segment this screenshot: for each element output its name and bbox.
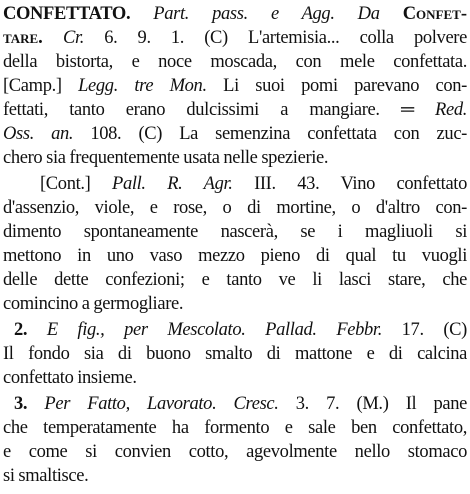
- bracket-tag: [Camp.]: [3, 76, 62, 96]
- quotation-text: delle dette confezioni; e tanto ve li lasci stare, che: [3, 270, 467, 290]
- quotation-text: chero sia frequentemente usata nelle spezierie.: [3, 148, 329, 168]
- source-citation: Legg. tre Mon.: [78, 76, 207, 96]
- sense-number: 3.: [14, 394, 28, 414]
- definition-label: Part. pass. e Agg. Da: [153, 4, 380, 24]
- source-citation: Cr.: [62, 28, 85, 48]
- entry-line: [40, 171, 467, 197]
- entry-line: [3, 463, 467, 489]
- source-citation: Red.: [435, 100, 467, 120]
- entry-line: [3, 219, 467, 245]
- entry-line: [3, 145, 467, 171]
- quotation-text: dimento spontaneamente nascerà, se i magliuoli si: [3, 222, 467, 242]
- quotation-text: 6. 9. 1. (C) L'artemisia... colla polvere: [104, 28, 467, 48]
- quotation-text: 108. (C) La semenzina confettata con zuc-: [90, 124, 467, 144]
- cross-reference: Confet-: [402, 4, 467, 24]
- quotation-text: 17. (C): [401, 320, 467, 340]
- entry-line: [3, 49, 467, 75]
- quotation-text: comincino a germogliare.: [3, 294, 184, 314]
- quotation-text: fettati, tanto erano dulcissimi a mangiare. ═: [3, 100, 414, 120]
- entry-line: [3, 365, 467, 391]
- cross-reference: tare.: [3, 28, 43, 48]
- entry-line: [3, 25, 467, 51]
- entry-line: [3, 97, 467, 123]
- quotation-text: si smaltisce.: [3, 466, 89, 486]
- quotation-text: Il fondo sia di buono smalto di mattone e di calcina: [3, 344, 467, 364]
- source-citation: Pall. R. Agr.: [112, 174, 233, 194]
- entry-line: [3, 439, 467, 465]
- source-citation: Oss. an.: [3, 124, 74, 144]
- sense-definition: Per Fatto, Lavorato. Cresc.: [44, 394, 279, 414]
- quotation-text: III. 43. Vino confettato: [254, 174, 467, 194]
- sense-line: [14, 317, 467, 343]
- entry-line: [3, 415, 467, 441]
- entry-line: [3, 291, 467, 317]
- entry-line: [3, 341, 467, 367]
- quotation-text: d'assenzio, viole, e rose, o di mortine, o d'altro con-: [3, 198, 467, 218]
- entry-line: [3, 1, 467, 27]
- quotation-text: 3. 7. (M.) Il pane: [295, 394, 467, 414]
- sense-definition: E fig., per Mescolato. Pallad. Febbr.: [46, 320, 382, 340]
- entry-line: [3, 121, 467, 147]
- quotation-text: mettono in uno vaso mezzo pieno di qual tu vuogli: [3, 246, 467, 266]
- quotation-text: e come si convien cotto, agevolmente nello stomaco: [3, 442, 467, 462]
- headword: CONFETTATO.: [3, 4, 131, 24]
- quotation-text: confettato insieme.: [3, 368, 137, 388]
- bracket-tag: [Cont.]: [40, 174, 91, 194]
- entry-line: [3, 195, 467, 221]
- entry-line: [3, 267, 467, 293]
- entry-line: [3, 243, 467, 269]
- quotation-text: che temperatamente ha formento e sale ben confettato,: [3, 418, 467, 438]
- entry-line: [3, 73, 467, 99]
- quotation-text: Li suoi pomi parevano con-: [223, 76, 467, 96]
- sense-number: 2.: [14, 320, 28, 340]
- quotation-text: della bistorta, e noce moscada, con mele confettata.: [3, 52, 467, 72]
- sense-line: [14, 391, 467, 417]
